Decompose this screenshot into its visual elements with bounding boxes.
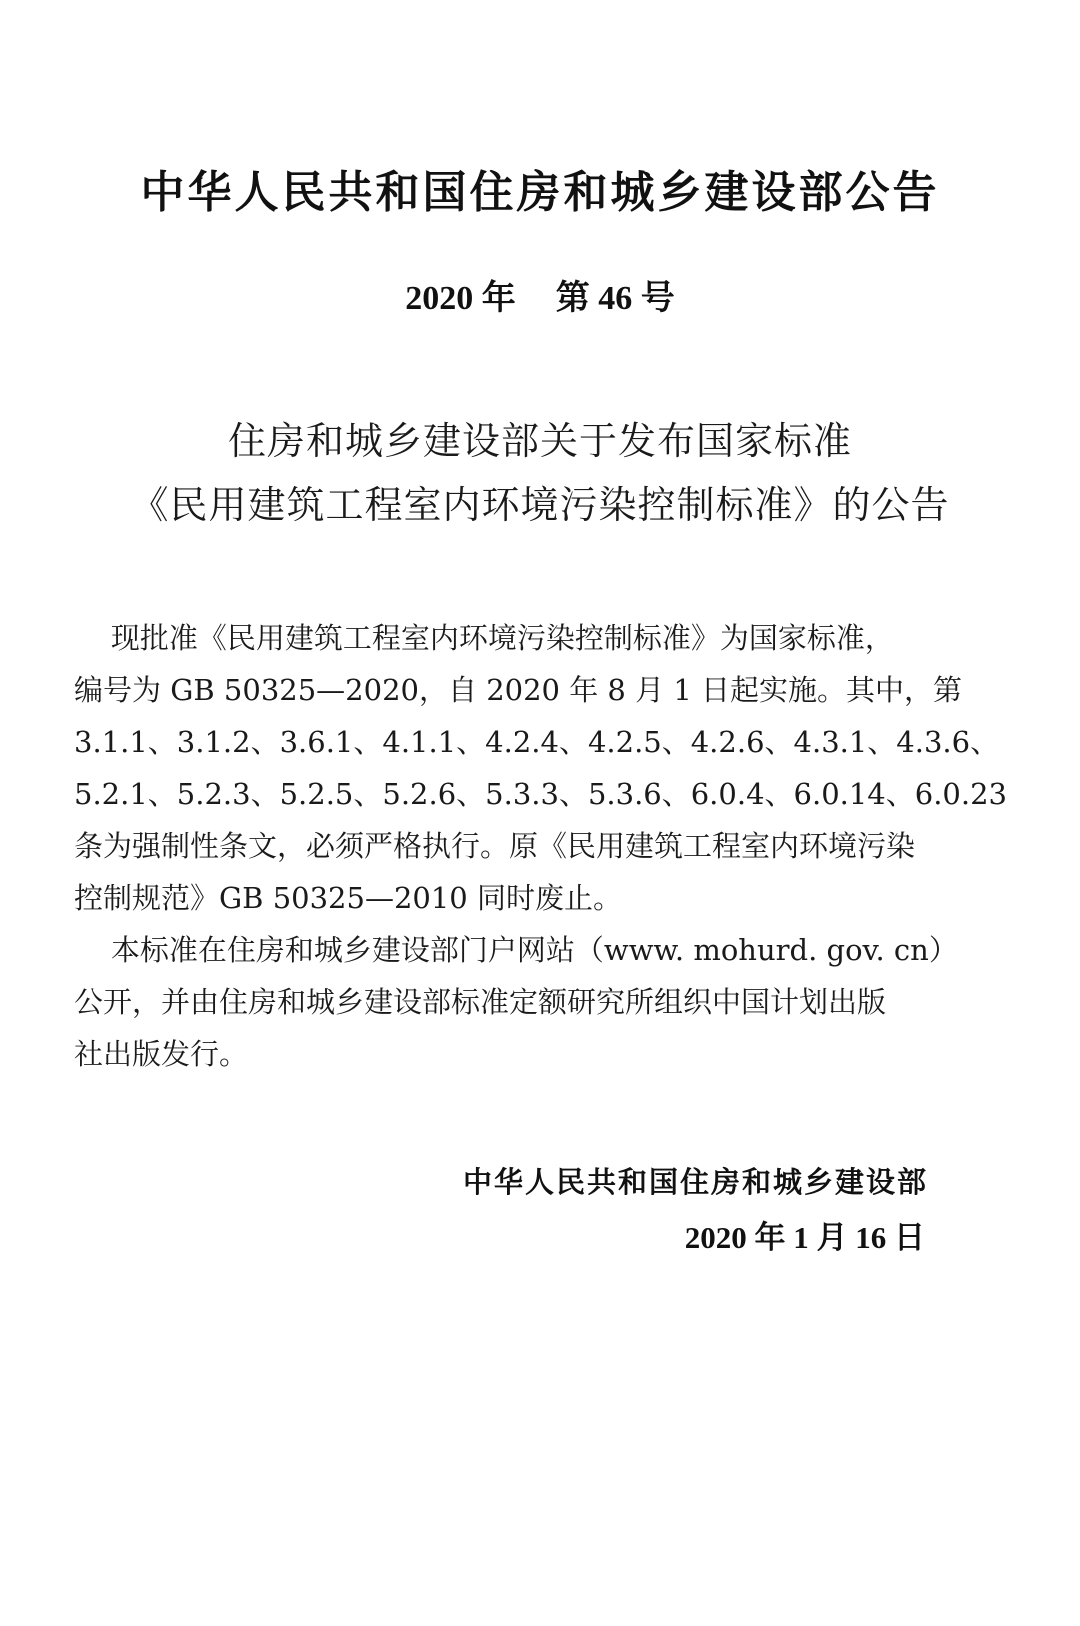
issue-year: 2020 年 [405, 280, 516, 317]
body-line: 本标准在住房和城乡建设部门户网站（www. mohurd. gov. cn） [74, 933, 958, 967]
body-line: 控制规范》GB 50325—2010 同时废止。 [74, 881, 622, 915]
body-line: 社出版发行。 [74, 1037, 249, 1071]
body-line: 现批准《民用建筑工程室内环境污染控制标准》为国家标准， [74, 621, 894, 655]
signing-organization: 中华人民共和国住房和城乡建设部 [462, 1165, 928, 1199]
body-line: 编号为 GB 50325—2020，自 2020 年 8 月 1 日起实施。其中，第 [74, 673, 962, 707]
signing-date: 2020 年 1 月 16 日 [684, 1220, 925, 1255]
subtitle-line-2: 《民用建筑工程室内环境污染控制标准》的公告 [130, 483, 950, 527]
subtitle-line-1: 住房和城乡建设部关于发布国家标准 [227, 419, 852, 463]
body-line: 5.2.1、5.2.3、5.2.5、5.2.6、5.3.3、5.3.6、6.0.4、6.0.14、6.0.23 [74, 777, 1007, 811]
body-line: 条为强制性条文，必须严格执行。原《民用建筑工程室内环境污染 [74, 829, 916, 863]
body-line: 公开，并由住房和城乡建设部标准定额研究所组织中国计划出版 [74, 985, 887, 1019]
issue-sequence: 第 46 号 [555, 280, 675, 317]
body-line: 3.1.1、3.1.2、3.6.1、4.1.1、4.2.4、4.2.5、4.2.6、4.3.1、4.3.6、 [74, 725, 1000, 759]
issue-number [0, 270, 1080, 319]
announcement-title: 中华人民共和国住房和城乡建设部公告 [140, 167, 940, 218]
